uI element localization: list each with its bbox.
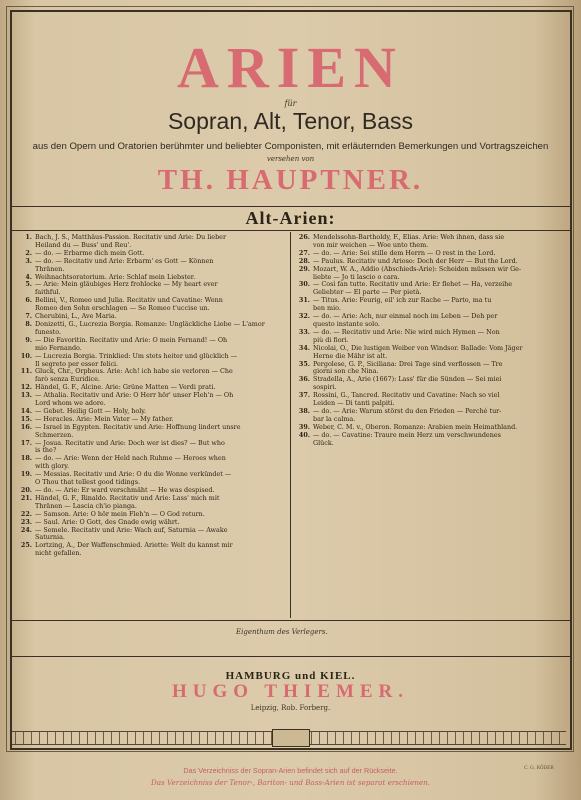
entry-text-continuation: Herne die Mähr ist alt. (313, 351, 388, 360)
list-item (294, 281, 566, 297)
entry-text-continuation: Schmerzen. (35, 430, 74, 439)
entry-text-continuation: Thränen. (35, 264, 65, 273)
entry-text: — Così fan tutte. Recitativ und Arie: Er flehet — Ha, verzeihe (313, 280, 513, 289)
entry-number: 14. (20, 406, 32, 415)
list-item (294, 408, 566, 424)
entry-text-continuation: giorni son che Nina. (313, 367, 379, 376)
publisher-rule-top (10, 656, 571, 657)
entry-number: 6. (25, 296, 32, 305)
list-item (294, 266, 566, 282)
entry-number: 40. (298, 430, 310, 439)
list-item (294, 345, 566, 361)
entry-number: 36. (298, 375, 310, 384)
entry-text: Gluck, Chr., Orpheus. Arie: Ach! ich habe sie verloren — Che (35, 367, 233, 376)
entry-text: — Messias. Recitativ und Arie: O du die Wonne verkündet — (35, 470, 232, 479)
entry-text: Nicolai, O., Die lustigen Weiber von Windsor. Ballade: Vom Jäger (313, 343, 523, 352)
list-item (16, 455, 286, 471)
entry-number: 5. (25, 280, 32, 289)
entry-text: — do. — Recitativ und Arie: Nie wird mich Hymen — Non (313, 327, 500, 336)
entry-text-continuation: mio Fernando. (35, 343, 82, 352)
entry-number: 30. (298, 280, 310, 289)
list-item (16, 392, 286, 408)
entry-text-continuation: liebte — Jo ti lascio o cara. (313, 272, 400, 281)
entry-text-continuation: Saturnia. (35, 533, 65, 542)
list-item (294, 329, 566, 345)
entry-number: 12. (20, 383, 32, 392)
list-item (16, 258, 286, 274)
entry-number: 7. (25, 312, 32, 321)
entry-text-continuation: with glory. (35, 462, 70, 471)
entry-number: 29. (298, 264, 310, 273)
entry-text: Rossini, G., Tancred. Recitativ und Cavatine: Nach so viel (313, 391, 500, 400)
section-rule-bottom (10, 230, 571, 231)
entry-text: Mozart, W. A., Addio (Abschieds-Arie): Scheiden müssen wir Ge- (313, 264, 522, 273)
entry-text-continuation: Geliebter — El parte — Per pietà. (313, 288, 422, 297)
list-item (294, 234, 566, 250)
print-code: C. G. RÖDER (524, 766, 554, 771)
entry-number: 4. (25, 272, 32, 281)
entry-text-continuation: is the? (35, 446, 57, 455)
cities-line: HAMBURG und KIEL. (225, 670, 356, 682)
list-item (294, 297, 566, 313)
list-item (16, 234, 286, 250)
entry-number: 22. (20, 509, 32, 518)
other-voices-note: Das Verzeichniss der Tenor-, Bariton- und Bass-Arien ist separat erschienen. (150, 778, 430, 787)
list-item (294, 313, 566, 329)
entry-text-continuation: questo instante solo. (313, 319, 380, 328)
entry-text-continuation: Glück. (313, 438, 334, 447)
list-item (294, 361, 566, 377)
list-item (16, 440, 286, 456)
entry-number: 33. (298, 327, 310, 336)
entry-number: 25. (20, 541, 32, 550)
left-entries-column (16, 234, 286, 558)
entry-text-continuation: farò senza Euridice. (35, 375, 100, 384)
entry-text-continuation: Lord whom we adore. (35, 399, 106, 408)
author-name: TH. HAUPTNER. (157, 164, 424, 196)
entry-number: 38. (298, 406, 310, 415)
entry-text: — do. — Erbarme dich mein Gott. (35, 248, 145, 257)
entry-text: Stradella, A., Arie (1667): Lass' für die Sünden — Sei miei (313, 375, 502, 384)
entry-number: 28. (298, 256, 310, 265)
entry-text-continuation: nicht gefallen. (35, 549, 82, 558)
list-item (294, 376, 566, 392)
section-title: Alt-Arien: (245, 208, 336, 228)
entry-text: Lortzing, A., Der Waffenschmied. Ariette: Welt du kannst mir (35, 541, 233, 550)
list-item (16, 297, 286, 313)
entry-text-continuation: O Thou that tellest good tidings. (35, 478, 141, 487)
entry-text: Händel, G. F., Rinaldo. Recitativ und Arie: Lass' mich mit (35, 493, 220, 502)
entry-text: — Paulus. Recitativ und Arioso: Doch der Herr — But the Lord. (313, 256, 518, 265)
entry-number: 32. (298, 312, 310, 321)
entry-text: Bach, J. S., Matthäus-Passion. Recitativ und Arie: Du lieber (35, 233, 227, 241)
entry-text-continuation: più di fiori. (313, 335, 349, 344)
list-item (16, 337, 286, 353)
entry-number: 23. (20, 517, 32, 526)
entry-number: 35. (298, 359, 310, 368)
entry-number: 21. (20, 493, 32, 502)
entry-number: 24. (20, 525, 32, 534)
list-item (16, 281, 286, 297)
entry-number: 15. (20, 414, 32, 423)
entry-number: 9. (25, 335, 32, 344)
versehen-label: versehen von (266, 155, 315, 163)
list-item (16, 542, 286, 558)
entry-number: 10. (20, 351, 32, 360)
entry-text: — do. — Arie: Er ward verschmäht — He was despised. (35, 486, 215, 494)
entry-text: — Semele. Recitativ und Arie: Wach auf, Saturnia — Awake (35, 525, 228, 534)
entry-text: — do. — Arie: Sei stille dem Herrn — O rest in the Lord. (313, 248, 496, 257)
entry-text: — Samson. Arie: O hör mein Fleh'n — O God return. (35, 509, 205, 518)
entry-text-continuation: ben mio. (313, 304, 341, 313)
right-entries-column (294, 234, 566, 447)
entry-text-continuation: bar la calma. (313, 414, 356, 423)
entry-number: 17. (20, 438, 32, 447)
entry-text: — do. — Arie: Warum störst du den Frieden — Perché tur- (313, 406, 502, 415)
entry-number: 26. (298, 233, 310, 241)
entry-text: — Titus. Arie: Feurig, eil' ich zur Rache — Parto, ma tu (313, 296, 492, 305)
section-rule-top (10, 206, 571, 207)
entry-number: 20. (20, 486, 32, 494)
entry-text: Weber, C. M. v., Oberon. Romanze: Arabien mein Heimathland. (313, 422, 518, 431)
fuer-label: für (284, 99, 297, 108)
list-item (16, 495, 286, 511)
entry-text: — do. — Arie: Wenn der Held nach Ruhme — Heroes when (35, 454, 226, 463)
entry-number: 13. (20, 391, 32, 400)
entry-text-continuation: von mir weichen — Woe unto them. (313, 240, 429, 249)
entry-text: Händel, G. F., Alcine. Arie: Grüne Matten — Verdi prati. (35, 383, 216, 392)
entry-number: 37. (298, 391, 310, 400)
list-item (16, 321, 286, 337)
entry-text: Pergolese, G. P., Siciliana: Drei Tage sind verflossen — Tre (313, 359, 503, 368)
eigenthum-note: Eigenthum des Verlegers. (236, 628, 328, 636)
entry-text: Mendelssohn-Bartholdy, F., Elias. Arie: Weh ihnen, dass sie (313, 233, 505, 241)
printer-line: Leipzig, Rob. Forberg. (250, 704, 331, 712)
entry-text: — Die Favoritin. Recitativ und Arie: O mein Fernand! — Oh (35, 335, 228, 344)
subtitle: aus den Opern und Oratorien berühmter und beliebter Componisten, mit erläuternden Bemerkungen und Vortragszeichen (32, 141, 549, 152)
entry-number: 27. (298, 248, 310, 257)
entry-text: Cherubini, L., Ave Maria. (35, 312, 117, 321)
entry-text: Weihnachtsoratorium. Arie: Schlaf mein Liebster. (35, 272, 196, 281)
entry-number: 2. (25, 248, 32, 257)
list-item (16, 353, 286, 369)
entry-number: 18. (20, 454, 32, 463)
entry-number: 39. (298, 422, 310, 431)
entry-text: — do. — Recitativ und Arie: Erbarm' es Gott — Können (35, 256, 214, 265)
entry-number: 11. (20, 367, 32, 376)
voices-line: Sopran, Alt, Tenor, Bass (167, 108, 414, 134)
list-item (294, 432, 566, 448)
entry-text: — Gebet. Heilig Gott — Holy, holy. (35, 406, 147, 415)
entry-number: 34. (298, 343, 310, 352)
entry-text: — Heracles. Arie: Mein Vater — My father. (35, 414, 174, 423)
entry-text-continuation: Thränen — Lascia ch'io pianga. (35, 501, 137, 510)
entry-number: 31. (298, 296, 310, 305)
ornament-center (272, 729, 310, 747)
publisher-name: HUGO THIEMER. (171, 681, 410, 702)
entry-number: 16. (20, 422, 32, 431)
list-item (16, 527, 286, 543)
entry-text-continuation: sospiri. (313, 383, 337, 392)
entry-text: — Arie: Mein gläubiges Herz frohlocke — My heart ever (35, 280, 218, 289)
entry-text-continuation: Romeo den Sohn erschlagen — Se Romeo t'uccise un. (35, 304, 210, 313)
entry-number: 3. (25, 256, 32, 265)
entry-text: — Athalia. Recitativ und Arie: O Herr hör' unser Fleh'n — Oh (35, 391, 234, 400)
entry-text-continuation: Il segreto per esser felici. (35, 359, 119, 368)
entry-text: — Saul. Arie: O Gott, des Gnade ewig währt. (35, 517, 180, 526)
entry-text: Donizetti, G., Lucrezia Borgia. Romanze: Ungläckliche Liebe — L'amor funesto. (35, 319, 265, 336)
sopran-note: Das Verzeichniss der Sopran-Arien befindet sich auf der Rückseite. (183, 766, 398, 775)
column-divider (290, 232, 291, 618)
list-item (16, 424, 286, 440)
entry-text-continuation: faithful. (35, 288, 61, 297)
entry-number: 1. (25, 233, 32, 241)
list-item (294, 392, 566, 408)
entry-text: — Israel in Egypten. Recitativ und Arie: Hoffnung lindert unsre (35, 422, 241, 431)
entry-text-continuation: Heiland du — Buss' und Reu'. (35, 240, 132, 249)
entry-number: 8. (25, 319, 32, 328)
list-rule-bottom (10, 620, 571, 621)
entry-number: 19. (20, 470, 32, 479)
entry-text: — Lucrezia Borgia. Trinklied: Um stets heiter und glücklich — (35, 351, 238, 360)
entry-text-continuation: Leiden — Di tanti palpiti. (313, 399, 395, 408)
entry-text: — do. — Cavatine: Traure mein Herz um verschwundenes (313, 430, 501, 439)
list-item (16, 368, 286, 384)
entry-text: Bellini, V., Romeo und Julia. Recitativ und Cavatine: Wenn (35, 296, 223, 305)
entry-text: — do. — Arie: Ach, nur einmal noch im Leben — Deh per (313, 312, 498, 321)
main-title: ARIEN (177, 35, 404, 100)
entry-text: — Josua. Recitativ und Arie: Doch wer ist dies? — But who (35, 438, 225, 447)
list-item (16, 471, 286, 487)
